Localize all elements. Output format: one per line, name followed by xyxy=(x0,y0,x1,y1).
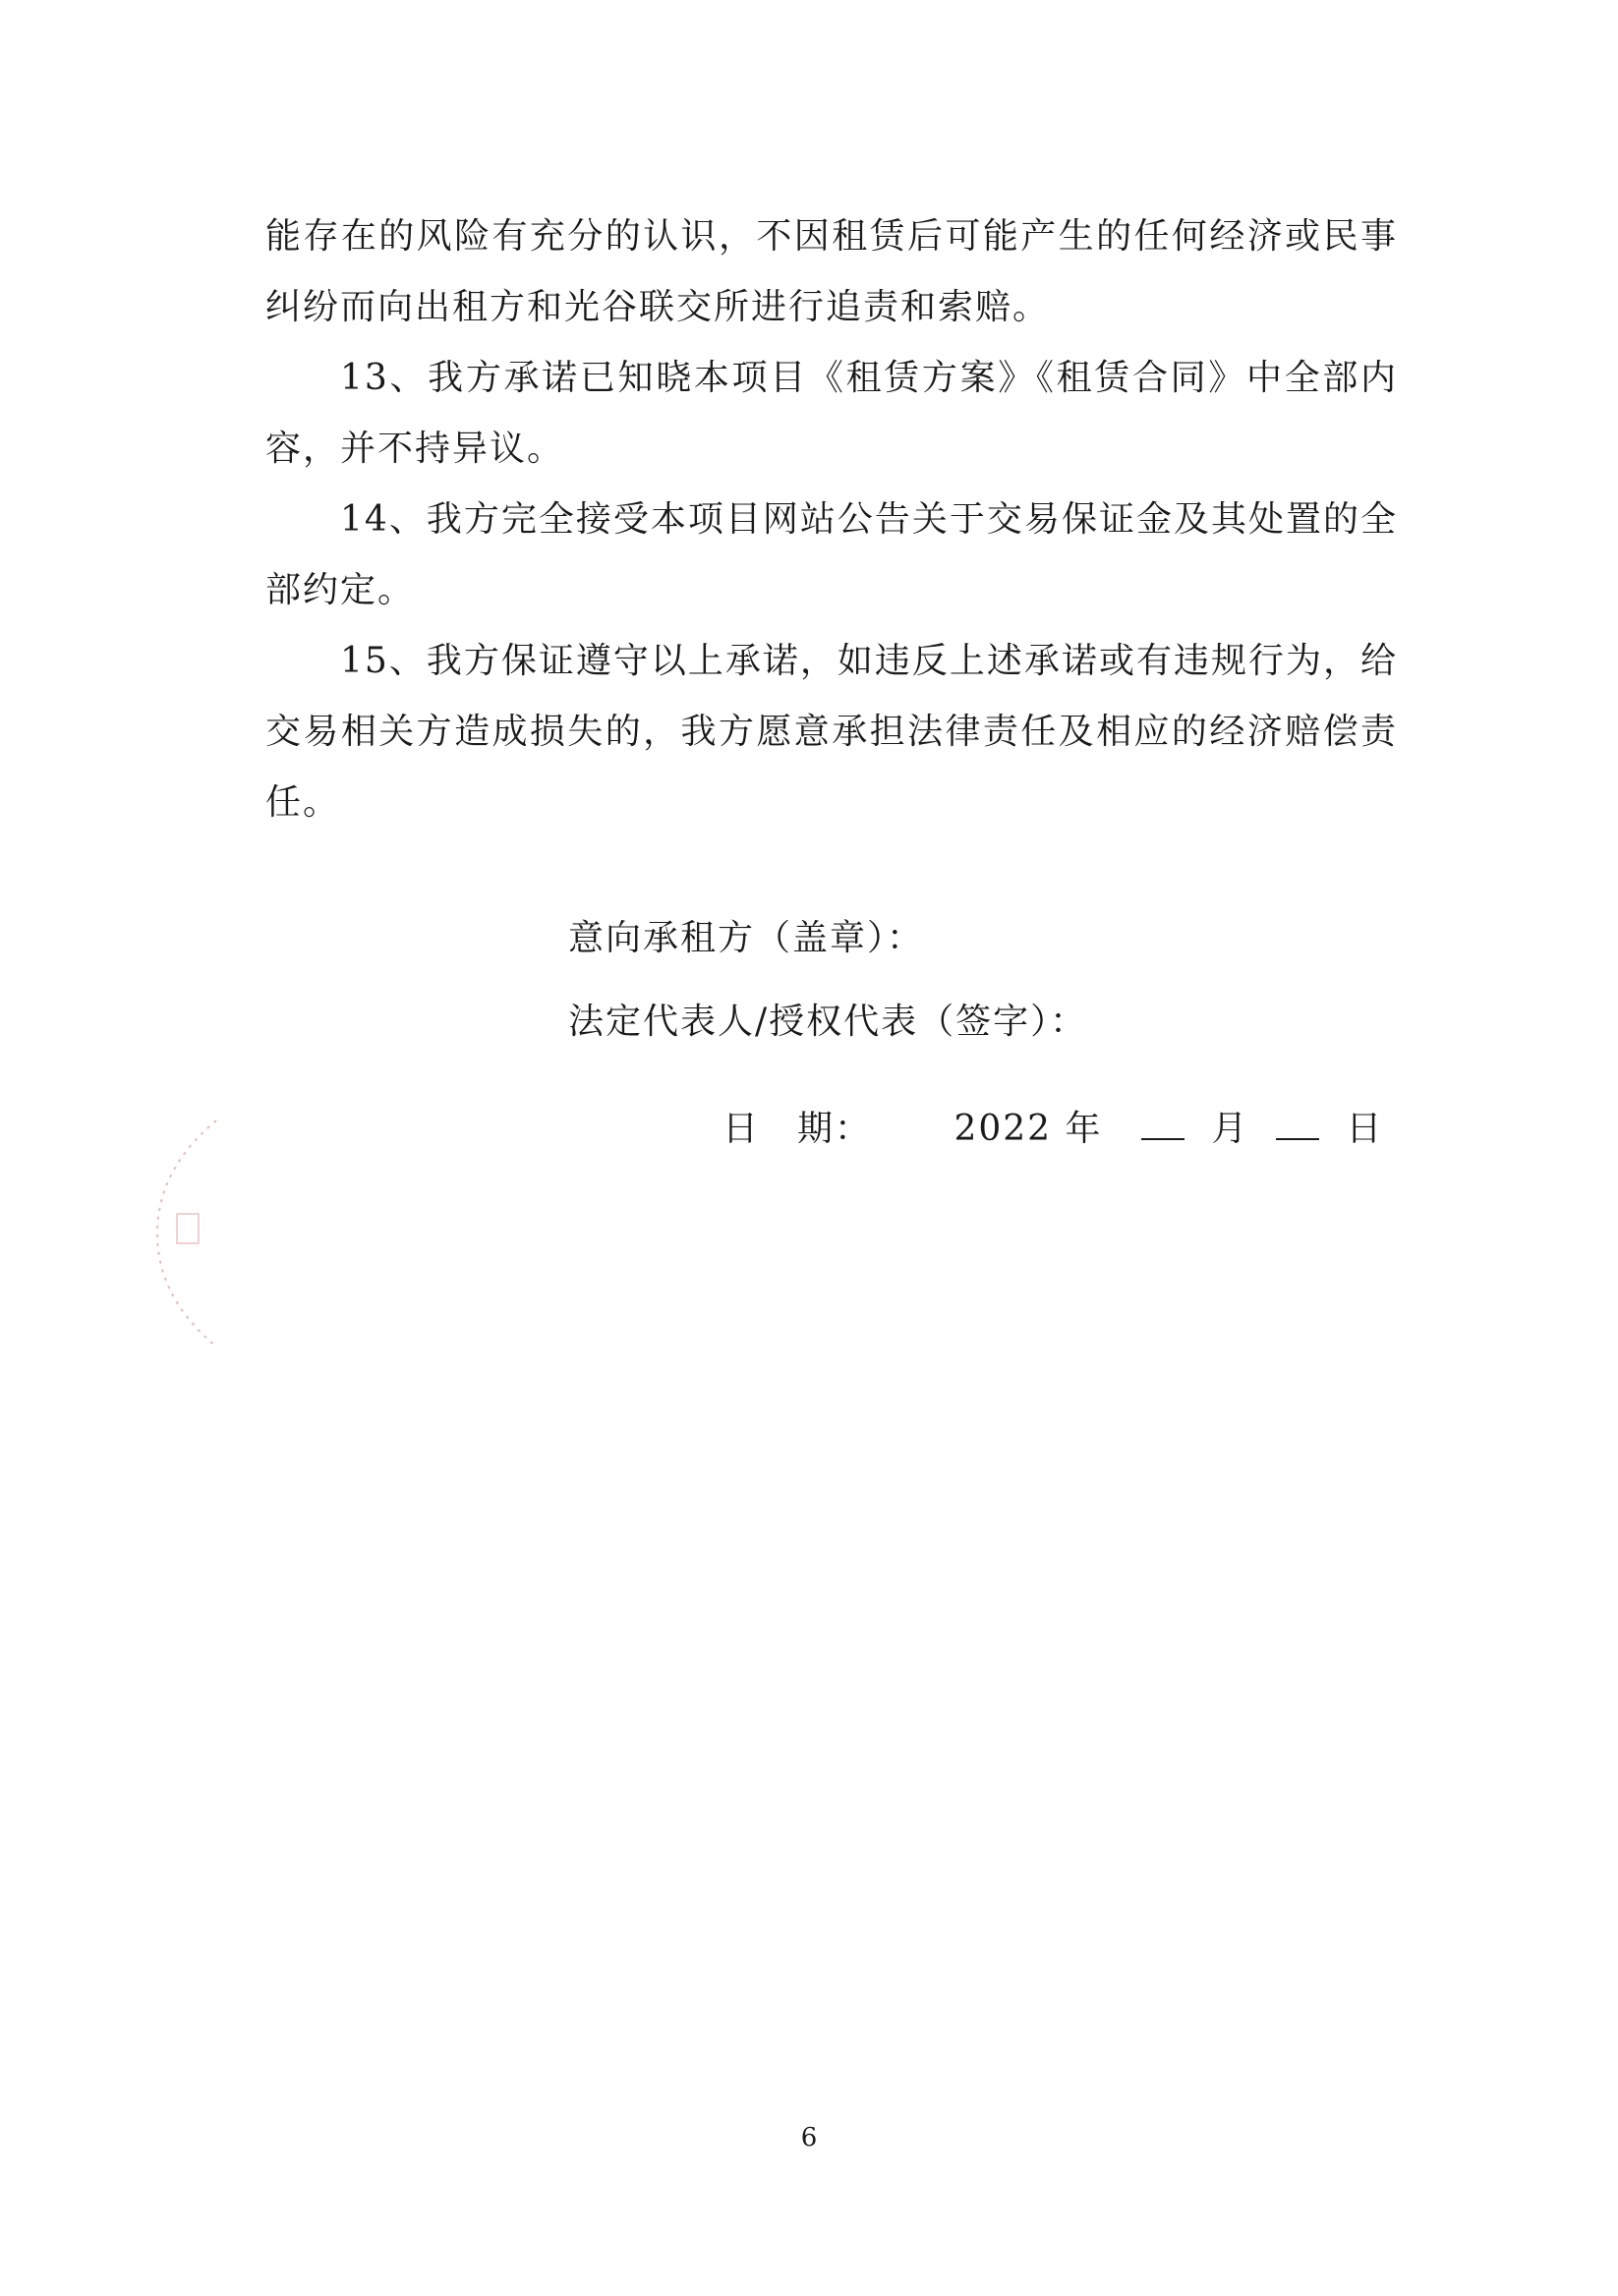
paragraph-item-13: 13、我方承诺已知晓本项目《租赁方案》《租赁合同》中全部内容，并不持异议。 xyxy=(265,358,1398,469)
paragraph-continuation: 能存在的风险有充分的认识，不因租赁后可能产生的任何经济或民事纠纷而向出租方和光谷联交所进行追责和索赔。 xyxy=(265,216,1398,327)
paragraph-item-14: 14、我方完全接受本项目网站公告关于交易保证金及其处置的全部约定。 xyxy=(265,499,1398,610)
stamp-arc xyxy=(157,1120,216,1347)
body-text xyxy=(265,201,1398,838)
page-number: 6 xyxy=(800,2123,818,2152)
day-blank xyxy=(1276,1111,1319,1140)
signature-block xyxy=(568,896,1355,1063)
date-year: 2022 年 xyxy=(953,1109,1103,1149)
month-blank xyxy=(1141,1111,1185,1140)
month-unit: 月 xyxy=(1211,1109,1249,1149)
representative-signature-label: 法定代表人/授权代表（签字）： xyxy=(568,1002,1088,1042)
day-unit: 日 xyxy=(1346,1109,1384,1149)
partial-stamp-trace xyxy=(147,1111,226,1356)
paragraph-item-15: 15、我方保证遵守以上承诺，如违反上述承诺或有违规行为，给交易相关方造成损失的，我方愿意承担法律责任及相应的经济赔偿责任。 xyxy=(265,641,1398,823)
stamp-mark xyxy=(177,1214,199,1243)
lessee-seal-label: 意向承租方（盖章）： xyxy=(568,918,925,958)
date-label: 日 期： xyxy=(722,1109,873,1149)
date-line xyxy=(722,1101,1383,1151)
